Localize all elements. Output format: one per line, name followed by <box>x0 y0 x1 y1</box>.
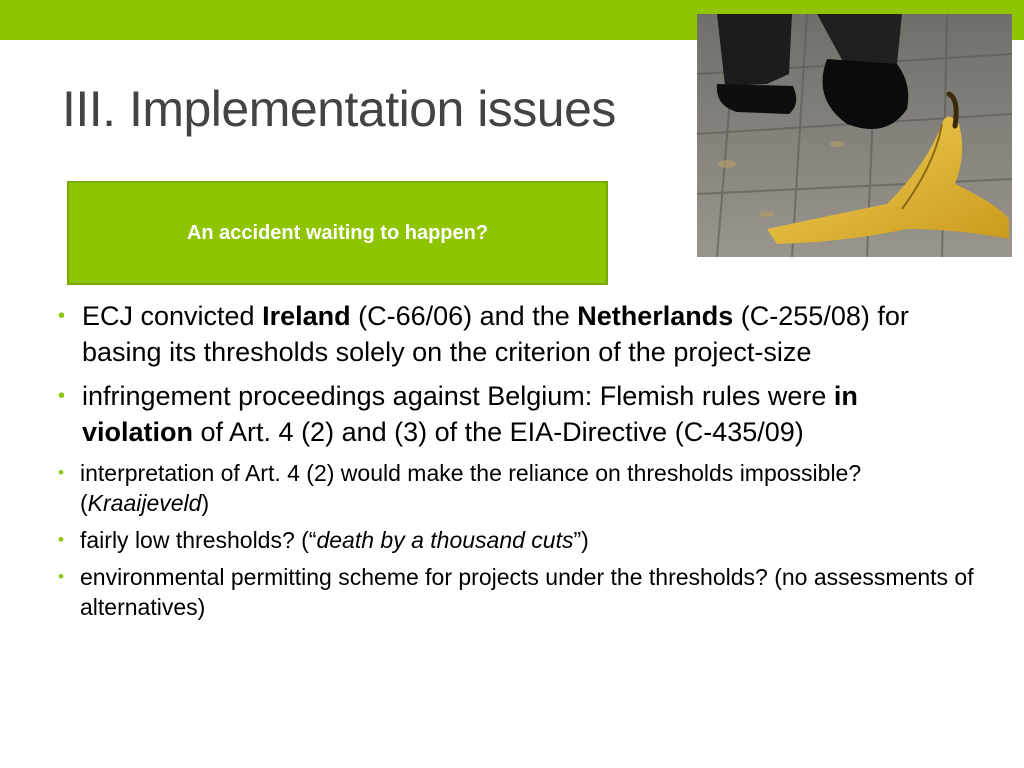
bullet-text: of Art. 4 (2) and (3) of the EIA-Directive (C-435/09) <box>193 417 804 447</box>
banana-peel-photo <box>697 14 1012 257</box>
bullet-text-bold: Ireland <box>262 301 351 331</box>
photo-illustration <box>697 14 1012 257</box>
sub-bullet-text: fairly low thresholds? (“ <box>80 527 317 553</box>
bullet-text: ECJ convicted <box>82 301 263 331</box>
bullet-dot-icon: • <box>58 305 66 327</box>
sub-bullet-text-italic: death by a thousand cuts <box>316 527 574 553</box>
bullet-text: (C-255/08) for basing its thresholds solely on the criterion of the project-size <box>82 301 909 367</box>
bullet-dot-icon: • <box>58 463 64 482</box>
bullet-dot-icon: • <box>58 530 64 549</box>
bullet-text: infringement proceedings against Belgium: Flemish rules were <box>82 381 834 411</box>
sub-bullet-item <box>56 525 976 555</box>
sub-bullet-text: ) <box>201 490 210 516</box>
sub-bullet-item <box>56 562 976 622</box>
bullet-item <box>56 378 976 450</box>
callout-box <box>67 181 608 285</box>
bullet-list <box>56 298 976 629</box>
bullet-text-bold: in violation <box>82 381 858 447</box>
bullet-text: (C-66/06) and the <box>350 301 578 331</box>
slide-title: III. Implementation issues <box>62 81 616 137</box>
sub-bullet-text-italic: Kraaijeveld <box>87 490 202 516</box>
bullet-item <box>56 298 976 370</box>
sub-bullet-text: interpretation of Art. 4 (2) would make the reliance on thresholds impossible? ( <box>80 460 862 516</box>
callout-text: An accident waiting to happen? <box>186 221 489 244</box>
sub-bullet-text: environmental permitting scheme for projects under the thresholds? (no assessments of alternatives) <box>80 564 974 620</box>
sub-bullet-text: ”) <box>573 527 589 553</box>
bullet-dot-icon: • <box>58 567 64 586</box>
sub-bullet-item <box>56 458 976 518</box>
bullet-dot-icon: • <box>58 385 66 407</box>
bullet-text-bold: Netherlands <box>577 301 734 331</box>
